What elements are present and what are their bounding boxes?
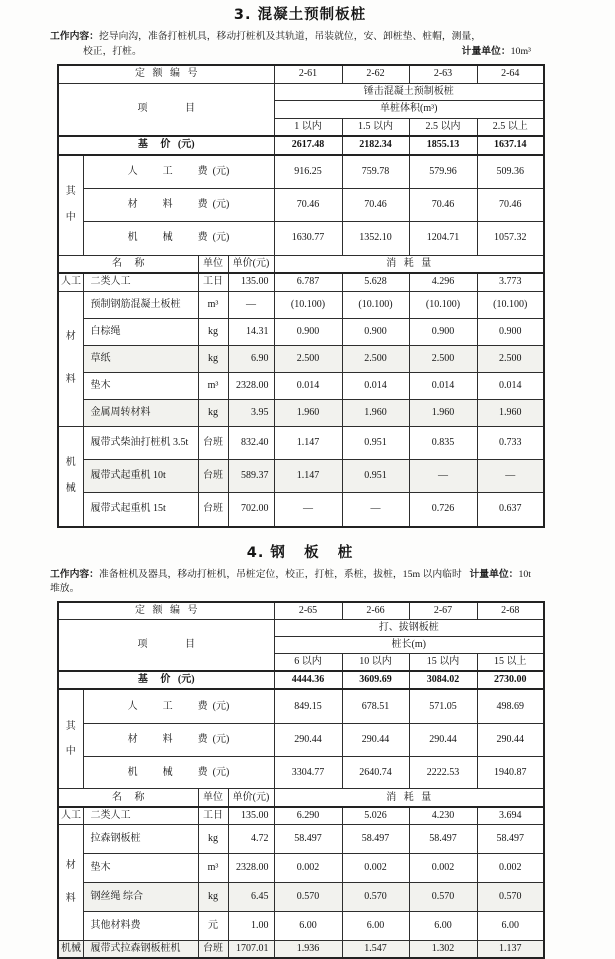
consumption-value: — <box>477 459 544 492</box>
group-header-cell: 锤击混凝土预制板桩 <box>274 83 544 101</box>
fee-value: 678.51 <box>342 689 409 723</box>
resource-unit: 台班 <box>198 459 228 492</box>
resource-name: 二类人工 <box>83 807 198 825</box>
resource-price: 1.00 <box>228 911 274 940</box>
base-price-value: 2182.34 <box>342 136 409 155</box>
section1-title: 3. 混凝土预制板桩 <box>57 0 543 24</box>
consumption-value: 58.497 <box>409 824 477 853</box>
work-line-1 <box>50 30 543 44</box>
consumption-value: 0.570 <box>274 882 342 911</box>
consumption-value: (10.100) <box>409 291 477 318</box>
consumption-value: — <box>274 492 342 526</box>
consumption-value: 58.497 <box>342 824 409 853</box>
consumption-value: 2.500 <box>409 345 477 372</box>
among-which-cell <box>58 155 83 256</box>
machine-top-char: 机 <box>66 457 76 469</box>
consumption-value: 6.290 <box>274 807 342 825</box>
resource-name: 其他材料费 <box>83 911 198 940</box>
table-row-material-fee <box>58 189 544 222</box>
resource-name: 履带式起重机 10t <box>83 459 198 492</box>
fee-value: 1057.32 <box>477 222 544 255</box>
fee-value: 1630.77 <box>274 222 342 255</box>
code-cell: 2-61 <box>274 65 342 83</box>
consumption-value: 6.00 <box>274 911 342 940</box>
table-row-machine <box>58 426 544 459</box>
resource-name: 拉森钢板桩 <box>83 824 198 853</box>
base-price-label: 基 价 (元) <box>58 136 274 155</box>
resource-unit: 元 <box>198 911 228 940</box>
resource-unit: 台班 <box>198 940 228 958</box>
section1-work-content <box>50 30 543 59</box>
code-cell: 2-67 <box>409 602 477 620</box>
price-col-header: 单价(元) <box>228 789 274 807</box>
consumption-value: 0.733 <box>477 426 544 459</box>
measure-unit-value: 10t <box>518 569 531 580</box>
fee-label-cell: 人 工 费 (元) <box>83 689 274 723</box>
resource-name: 履带式起重机 15t <box>83 492 198 526</box>
table-row-material <box>58 372 544 399</box>
col-header-cell: 1 以内 <box>274 118 342 136</box>
col-header-cell: 10 以内 <box>342 654 409 672</box>
table-row-group-header <box>58 619 544 636</box>
consumption-value: 0.014 <box>477 372 544 399</box>
work-content-text: 准备桩机及器具，移动打桩机，吊桩定位，校正，打桩，系桩，拔桩，15m 以内临时堆放。 <box>50 569 462 594</box>
resource-price: 135.00 <box>228 273 274 291</box>
group-label-machine: 机械 <box>58 940 83 958</box>
resource-name: 垫木 <box>83 372 198 399</box>
fee-label-cell: 材 料 费 (元) <box>83 189 274 222</box>
table-row-material <box>58 911 544 940</box>
resource-unit: kg <box>198 318 228 345</box>
code-label-cell: 定 额 编 号 <box>58 602 274 620</box>
table-row-labor-fee <box>58 689 544 723</box>
col-header-cell: 2.5 以上 <box>477 118 544 136</box>
consumption-value: 1.302 <box>409 940 477 958</box>
resource-price: 14.31 <box>228 318 274 345</box>
material-top-char: 材 <box>66 331 76 343</box>
resource-price: 135.00 <box>228 807 274 825</box>
consumption-value: 1.960 <box>274 399 342 426</box>
consumption-value: 2.500 <box>477 345 544 372</box>
fee-value: 290.44 <box>274 723 342 756</box>
among-bottom-char: 中 <box>66 746 76 758</box>
quota-table-precast-concrete-sheet-pile <box>57 64 545 528</box>
fee-value: 290.44 <box>342 723 409 756</box>
unit-col-header: 单位 <box>198 789 228 807</box>
col-header-cell: 6 以内 <box>274 654 342 672</box>
consumption-value: (10.100) <box>477 291 544 318</box>
base-price-value: 2617.48 <box>274 136 342 155</box>
table-row-base-price <box>58 136 544 155</box>
work-line-2 <box>50 45 543 59</box>
consumption-value: 0.900 <box>342 318 409 345</box>
consumption-value: 0.570 <box>477 882 544 911</box>
consumption-value: 0.002 <box>477 853 544 882</box>
consumption-value: 1.960 <box>409 399 477 426</box>
consumption-value: 0.951 <box>342 459 409 492</box>
work-line-1 <box>50 568 543 596</box>
table-row-material <box>58 399 544 426</box>
base-price-value: 1637.14 <box>477 136 544 155</box>
group-label-material <box>58 291 83 426</box>
resource-unit: kg <box>198 882 228 911</box>
code-cell: 2-65 <box>274 602 342 620</box>
resource-unit: kg <box>198 399 228 426</box>
base-price-value: 3609.69 <box>342 671 409 689</box>
consumption-value: 1.147 <box>274 459 342 492</box>
fee-value: 70.46 <box>274 189 342 222</box>
measure-unit <box>469 568 543 596</box>
consumption-value: 1.960 <box>342 399 409 426</box>
consumption-value: 0.900 <box>274 318 342 345</box>
consumption-value: 2.500 <box>342 345 409 372</box>
consumption-value: 4.296 <box>409 273 477 291</box>
code-cell: 2-64 <box>477 65 544 83</box>
consumption-value: 6.00 <box>477 911 544 940</box>
resource-unit: 工日 <box>198 807 228 825</box>
machine-bottom-char: 械 <box>66 483 76 495</box>
sub-header-cell: 单桩体积(m³) <box>274 101 544 119</box>
resource-price: — <box>228 291 274 318</box>
consumption-value: 0.570 <box>409 882 477 911</box>
resource-unit: 工日 <box>198 273 228 291</box>
consumption-value: 0.570 <box>342 882 409 911</box>
consumption-value: 1.936 <box>274 940 342 958</box>
resource-price: 3.95 <box>228 399 274 426</box>
table-row-material <box>58 345 544 372</box>
consumption-value: 5.628 <box>342 273 409 291</box>
consumption-value: 0.014 <box>409 372 477 399</box>
consumption-value: 5.026 <box>342 807 409 825</box>
item-label-cell: 项 目 <box>58 83 274 136</box>
resource-unit: m³ <box>198 853 228 882</box>
consumption-value: 58.497 <box>274 824 342 853</box>
resource-price: 6.90 <box>228 345 274 372</box>
among-which-cell <box>58 689 83 789</box>
work-content-text-2: 校正，打桩。 <box>50 45 142 59</box>
fee-value: 759.78 <box>342 155 409 189</box>
table-row-resource-header <box>58 789 544 807</box>
col-header-cell: 15 以上 <box>477 654 544 672</box>
fee-value: 3304.77 <box>274 756 342 789</box>
base-price-value: 2730.00 <box>477 671 544 689</box>
table-row-codes <box>58 65 544 83</box>
group-label-material <box>58 824 83 940</box>
fee-label-cell: 机 械 费 (元) <box>83 222 274 255</box>
base-price-value: 3084.02 <box>409 671 477 689</box>
consumption-value: 0.835 <box>409 426 477 459</box>
resource-price: 4.72 <box>228 824 274 853</box>
table-row-machine-fee <box>58 756 544 789</box>
table-row-machine <box>58 459 544 492</box>
fee-value: 509.36 <box>477 155 544 189</box>
consumption-value: 0.900 <box>409 318 477 345</box>
consumption-value: 1.137 <box>477 940 544 958</box>
material-top-char: 材 <box>66 860 76 872</box>
code-cell: 2-63 <box>409 65 477 83</box>
consumption-value: 0.002 <box>342 853 409 882</box>
consumption-header: 消 耗 量 <box>274 255 544 273</box>
table-row-base-price <box>58 671 544 689</box>
consumption-value: 1.960 <box>477 399 544 426</box>
fee-value: 290.44 <box>477 723 544 756</box>
group-label-labor: 人工 <box>58 273 83 291</box>
table-row-material <box>58 853 544 882</box>
consumption-value: 0.637 <box>477 492 544 526</box>
unit-col-header: 单位 <box>198 255 228 273</box>
material-bottom-char: 料 <box>66 893 76 905</box>
section2-work-content <box>50 568 543 596</box>
fee-value: 70.46 <box>342 189 409 222</box>
item-label-cell: 项 目 <box>58 619 274 671</box>
fee-value: 2222.53 <box>409 756 477 789</box>
among-top-char: 其 <box>66 721 76 733</box>
section2-title: 4. 钢 板 桩 <box>57 528 543 562</box>
table-row-machine-fee <box>58 222 544 255</box>
resource-unit: kg <box>198 824 228 853</box>
table-row-material <box>58 824 544 853</box>
base-price-label: 基 价 (元) <box>58 671 274 689</box>
table-row-labor <box>58 807 544 825</box>
quota-table-steel-sheet-pile <box>57 601 545 959</box>
fee-value: 290.44 <box>409 723 477 756</box>
col-header-cell: 15 以内 <box>409 654 477 672</box>
resource-unit: 台班 <box>198 492 228 526</box>
resource-name: 履带式柴油打桩机 3.5t <box>83 426 198 459</box>
table-row-group-header <box>58 83 544 101</box>
consumption-header: 消 耗 量 <box>274 789 544 807</box>
fee-value: 2640.74 <box>342 756 409 789</box>
work-content-label: 工作内容： <box>50 31 99 42</box>
fee-value: 498.69 <box>477 689 544 723</box>
work-content-text: 挖导向沟，准备打桩机具，移动打桩机及其轨道，吊装就位，安、卸桩垫、桩帽，测量， <box>99 31 481 42</box>
consumption-value: 0.726 <box>409 492 477 526</box>
work-content-wrap <box>50 568 469 596</box>
consumption-value: 58.497 <box>477 824 544 853</box>
consumption-value: 6.00 <box>342 911 409 940</box>
consumption-value: — <box>342 492 409 526</box>
consumption-value: 6.00 <box>409 911 477 940</box>
price-col-header: 单价(元) <box>228 255 274 273</box>
resource-name: 预制钢筋混凝土板桩 <box>83 291 198 318</box>
measure-unit-value: 10m³ <box>511 46 531 57</box>
resource-name: 金属周转材料 <box>83 399 198 426</box>
sub-header-cell: 桩长(m) <box>274 636 544 653</box>
table-row-material <box>58 882 544 911</box>
resource-name: 白棕绳 <box>83 318 198 345</box>
fee-value: 1940.87 <box>477 756 544 789</box>
table-row-material-fee <box>58 723 544 756</box>
table-row-material <box>58 318 544 345</box>
consumption-value: 0.900 <box>477 318 544 345</box>
resource-name: 垫木 <box>83 853 198 882</box>
resource-price: 832.40 <box>228 426 274 459</box>
resource-price: 2328.00 <box>228 372 274 399</box>
consumption-value: 6.787 <box>274 273 342 291</box>
fee-label-cell: 机 械 费 (元) <box>83 756 274 789</box>
resource-price: 2328.00 <box>228 853 274 882</box>
measure-unit-label: 计量单位： <box>469 569 518 580</box>
code-cell: 2-66 <box>342 602 409 620</box>
resource-price: 1707.01 <box>228 940 274 958</box>
consumption-value: 3.773 <box>477 273 544 291</box>
among-bottom-char: 中 <box>66 212 76 224</box>
resource-name: 钢丝绳 综合 <box>83 882 198 911</box>
fee-value: 70.46 <box>477 189 544 222</box>
resource-unit: m³ <box>198 291 228 318</box>
among-top-char: 其 <box>66 186 76 198</box>
group-label-machine <box>58 426 83 527</box>
table-row-labor <box>58 273 544 291</box>
table-row-material <box>58 291 544 318</box>
consumption-value: 1.547 <box>342 940 409 958</box>
measure-unit-label: 计量单位： <box>462 46 511 57</box>
col-header-cell: 2.5 以内 <box>409 118 477 136</box>
table-row-machine <box>58 940 544 958</box>
fee-label-cell: 材 料 费 (元) <box>83 723 274 756</box>
work-content-label: 工作内容： <box>50 569 99 580</box>
fee-value: 916.25 <box>274 155 342 189</box>
resource-price: 6.45 <box>228 882 274 911</box>
code-cell: 2-68 <box>477 602 544 620</box>
col-header-cell: 1.5 以内 <box>342 118 409 136</box>
fee-label-cell: 人 工 费 (元) <box>83 155 274 189</box>
consumption-value: 3.694 <box>477 807 544 825</box>
resource-name: 草纸 <box>83 345 198 372</box>
table-row-machine <box>58 492 544 526</box>
resource-price: 589.37 <box>228 459 274 492</box>
resource-price: 702.00 <box>228 492 274 526</box>
consumption-value: — <box>409 459 477 492</box>
code-cell: 2-62 <box>342 65 409 83</box>
resource-unit: kg <box>198 345 228 372</box>
fee-value: 849.15 <box>274 689 342 723</box>
fee-value: 579.96 <box>409 155 477 189</box>
name-col-header: 名 称 <box>58 255 198 273</box>
group-header-cell: 打、拔钢板桩 <box>274 619 544 636</box>
base-price-value: 4444.36 <box>274 671 342 689</box>
fee-value: 70.46 <box>409 189 477 222</box>
measure-unit <box>462 45 543 59</box>
resource-unit: 台班 <box>198 426 228 459</box>
consumption-value: 0.951 <box>342 426 409 459</box>
consumption-value: 0.002 <box>274 853 342 882</box>
consumption-value: 2.500 <box>274 345 342 372</box>
material-bottom-char: 料 <box>66 374 76 386</box>
consumption-value: 1.147 <box>274 426 342 459</box>
table-row-resource-header <box>58 255 544 273</box>
group-label-labor: 人工 <box>58 807 83 825</box>
consumption-value: 0.002 <box>409 853 477 882</box>
name-col-header: 名 称 <box>58 789 198 807</box>
table-row-labor-fee <box>58 155 544 189</box>
consumption-value: 0.014 <box>342 372 409 399</box>
resource-name: 二类人工 <box>83 273 198 291</box>
consumption-value: (10.100) <box>342 291 409 318</box>
consumption-value: (10.100) <box>274 291 342 318</box>
base-price-value: 1855.13 <box>409 136 477 155</box>
consumption-value: 4.230 <box>409 807 477 825</box>
code-label-cell: 定 额 编 号 <box>58 65 274 83</box>
resource-unit: m³ <box>198 372 228 399</box>
fee-value: 571.05 <box>409 689 477 723</box>
resource-name: 履带式拉森钢板桩机 <box>83 940 198 958</box>
consumption-value: 0.014 <box>274 372 342 399</box>
fee-value: 1352.10 <box>342 222 409 255</box>
fee-value: 1204.71 <box>409 222 477 255</box>
table-row-codes <box>58 602 544 620</box>
